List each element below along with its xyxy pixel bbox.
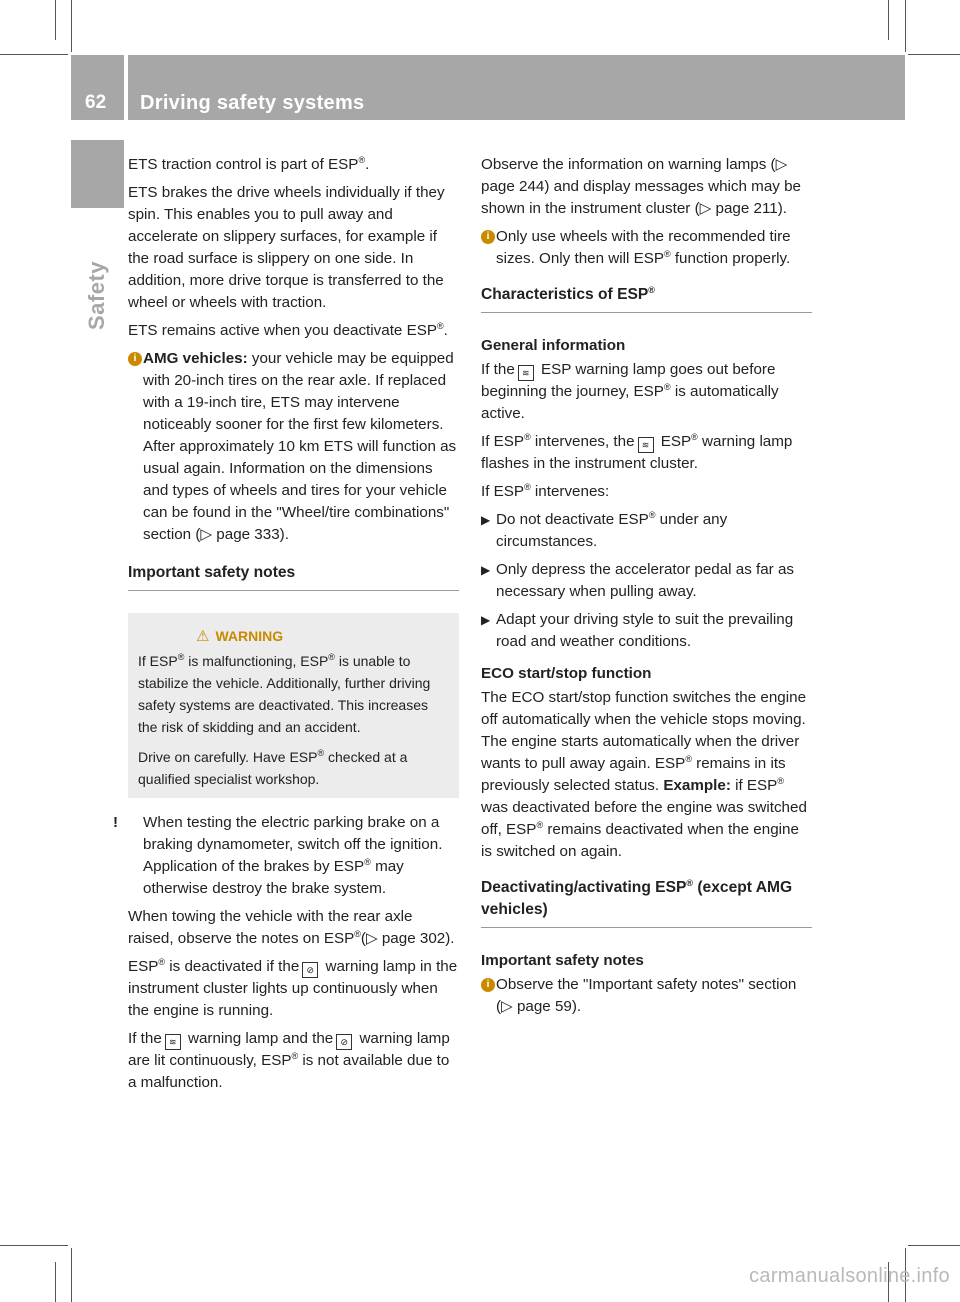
heading-deactivating-activating-esp: Deactivating/activating ESP® (except AMG vehicles) [481,877,812,928]
info-icon: i [481,230,495,244]
side-tab [71,140,124,208]
paragraph: Observe the information on warning lamps (▷ page 244) and display messages which may be shown in the instrument cluster (▷ page 211). [481,156,801,217]
crop-mark [905,0,906,52]
step-item: ▶ Adapt your driving style to suit the prevailing road and weather conditions. [481,611,794,650]
step-item: ▶ Do not deactivate ESP® under any circumstances. [481,510,728,550]
crop-mark [908,54,960,55]
paragraph: ESP® is deactivated if the ⊘ warning lamp in the instrument cluster lights up continuously when the engine is running. [128,957,458,1019]
info-icon: i [128,352,142,366]
paragraph: If ESP® intervenes: [481,482,610,500]
heading-important-safety-notes: Important safety notes [128,562,459,591]
info-icon: i [481,978,495,992]
step-item: ▶ Only depress the accelerator pedal as far as necessary when pulling away. [481,561,795,600]
warning-triangle-icon: ⚠ [196,628,210,645]
right-column [481,154,812,1026]
watermark: carmanualsonline.info [749,1265,950,1287]
crop-mark [908,1245,960,1246]
step-arrow-icon: ▶ [481,613,491,627]
heading-eco-start-stop: ECO start/stop function [481,665,652,682]
exclamation-icon: ! [113,814,119,831]
header-divider [124,55,128,120]
crop-mark [71,1248,72,1302]
side-label: Safety [84,260,109,330]
crop-mark [0,1245,68,1246]
paragraph: ETS traction control is part of ESP®. [128,155,370,173]
crop-mark [55,1262,56,1302]
left-column [113,154,459,1100]
esp-off-lamp-icon: ⊘ [336,1034,352,1050]
paragraph: If the ≋ warning lamp and the ⊘ warning lamp are lit continuously, ESP® is not available due to a malfunction. [128,1030,450,1091]
esp-lamp-icon: ≋ [638,437,654,453]
crop-mark [55,0,56,40]
heading-general-information: General information [481,337,626,354]
paragraph: ETS brakes the drive wheels individually if they spin. This enables you to pull away and accelerate on slippery surfaces, for example if the road surface is slippery on one side. In addition, more drive torque is transferred to the wheel or wheels with traction. [128,184,445,311]
paragraph: If the ≋ ESP warning lamp goes out before beginning the journey, ESP® is automatically active. [481,361,779,422]
crop-mark [888,0,889,40]
section-title: Driving safety systems [140,92,365,114]
heading-characteristics-esp: Characteristics of ESP® [481,284,812,313]
info-note: i Observe the "Important safety notes" section (▷ page 59). [481,974,812,1018]
paragraph: When towing the vehicle with the rear axle raised, observe the notes on ESP®(▷ page 302). [128,908,455,947]
paragraph: ETS remains active when you deactivate ESP®. [128,321,448,339]
warning-box: ⚠ WARNING If ESP® is malfunctioning, ESP® is unable to stabilize the vehicle. Additionally, further driving safety systems are deactivated. This increases the risk of skidding and an accident. Drive on carefully. Have ESP® checked at a qualified specialist workshop. [128,613,459,798]
esp-lamp-icon: ≋ [165,1034,181,1050]
heading-important-safety-notes: Important safety notes [481,952,644,969]
esp-lamp-icon: ≋ [518,365,534,381]
step-arrow-icon: ▶ [481,563,491,577]
info-note: i Only use wheels with the recommended tire sizes. Only then will ESP® function properly. [481,226,812,270]
page-number: 62 [85,92,107,113]
crop-mark [0,54,68,55]
paragraph: If ESP® intervenes, the ≋ ESP® warning lamp flashes in the instrument cluster. [481,432,793,472]
crop-mark [71,0,72,52]
info-note: i AMG vehicles: your vehicle may be equipped with 20-inch tires on the rear axle. If replaced with a 19-inch tire, ETS may intervene noticeably sooner for the first few kilometers. After approximately 10 km ETS will function as usual again. Information on the dimensions and types of wheels and tires for your vehicle can be found in the "Wheel/tire combinations" section (▷ page 333). [128,348,459,546]
caution-note: ! When testing the electric parking brake on a braking dynamometer, switch off the ignition. Application of the brakes by ESP® may otherwise destroy the brake system. [113,814,443,897]
esp-off-lamp-icon: ⊘ [302,962,318,978]
step-arrow-icon: ▶ [481,513,491,527]
paragraph: The ECO start/stop function switches the engine off automatically when the vehicle stops moving. The engine starts automatically when the driver wants to pull away again. ESP® remains in its previously selected status. Example: if ESP® was deactivated before the engine was switched off, ESP® remains deactivated when the engine is switched on again. [481,689,807,860]
